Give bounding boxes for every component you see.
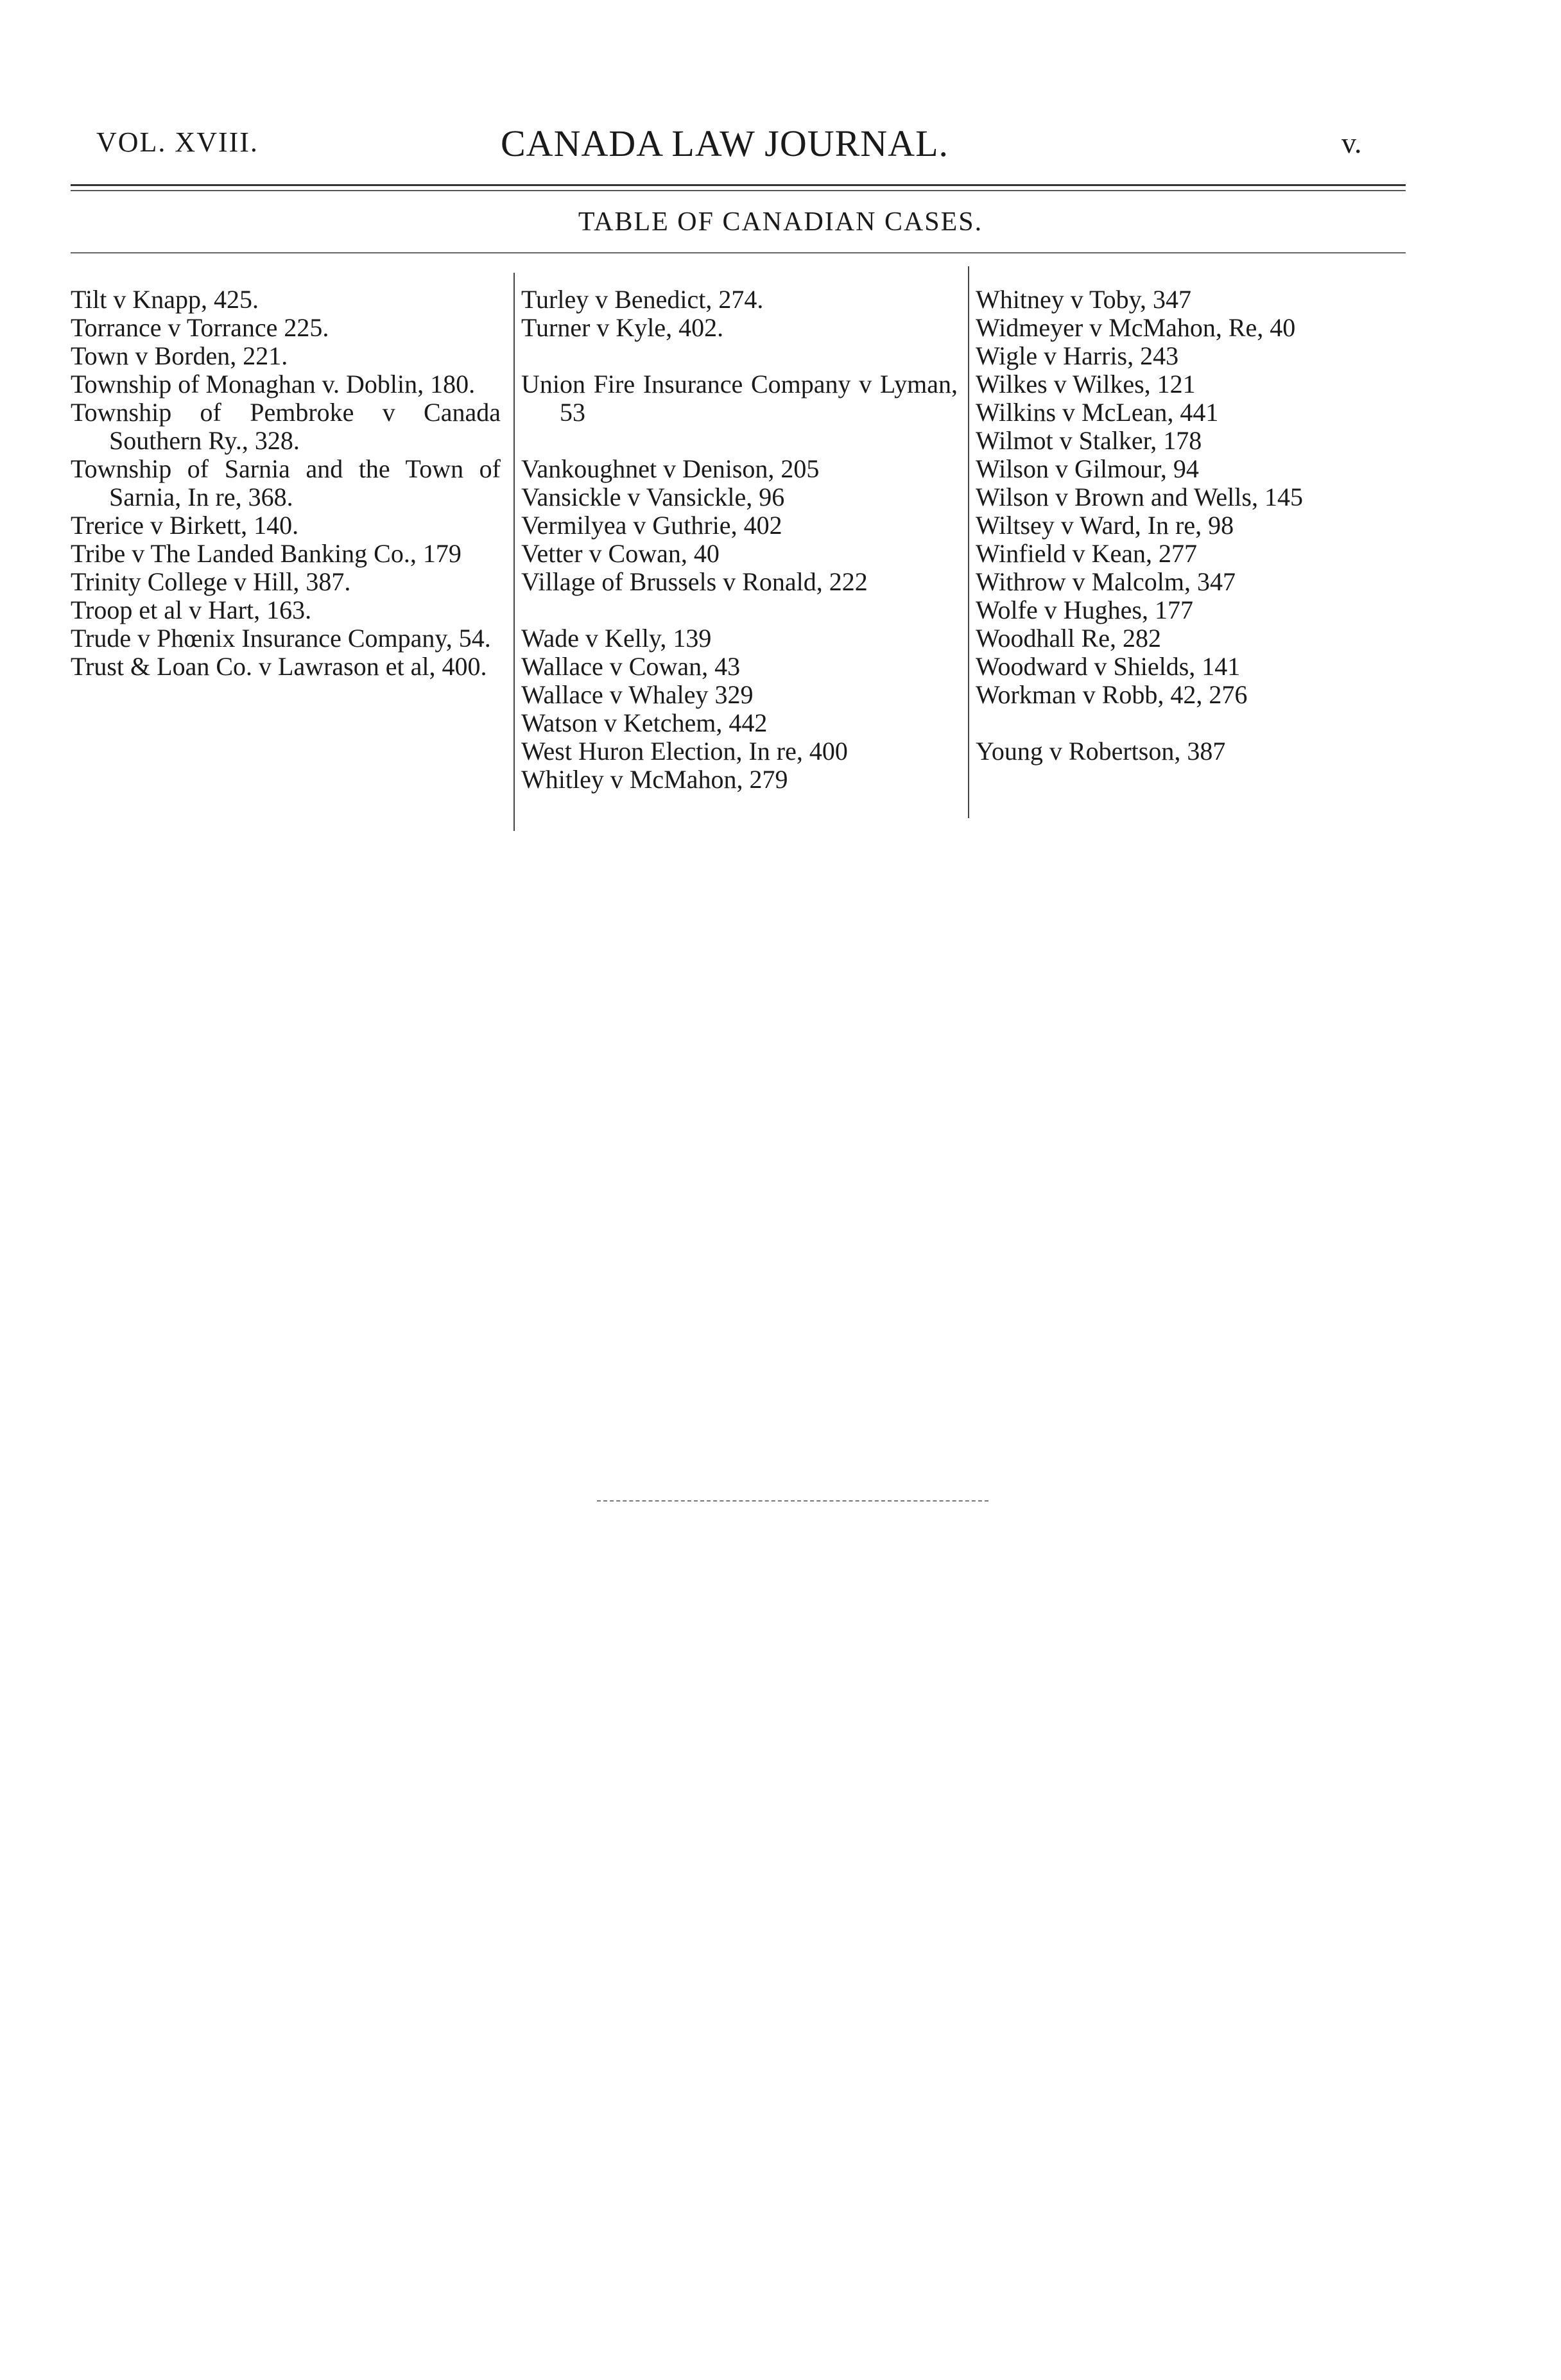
case-entry: West Huron Election, In re, 400 xyxy=(521,737,848,766)
case-entry: Wilson v Brown and Wells, 145 xyxy=(976,483,1303,511)
case-entry: Wolfe v Hughes, 177 xyxy=(976,595,1193,624)
case-entry: Workman v Robb, 42, 276 xyxy=(976,680,1248,709)
case-entry: Young v Robertson, 387 xyxy=(976,737,1226,766)
header-rule-top xyxy=(71,184,1406,186)
case-entry: Widmeyer v McMahon, Re, 40 xyxy=(976,313,1296,342)
page-number: v. xyxy=(1341,126,1362,159)
case-entry: Wallace v Whaley 329 xyxy=(521,680,754,709)
case-entry: Vetter v Cowan, 40 xyxy=(521,539,720,568)
case-entry: Wilkins v McLean, 441 xyxy=(976,398,1219,427)
case-entry: Vermilyea v Guthrie, 402 xyxy=(521,511,782,540)
case-entry: Wade v Kelly, 139 xyxy=(521,624,712,653)
case-entry: Tribe v The Landed Banking Co., 179 xyxy=(71,539,461,568)
case-entry: Wiltsey v Ward, In re, 98 xyxy=(976,511,1234,540)
case-entry: Trerice v Birkett, 140. xyxy=(71,511,299,540)
case-entry: Village of Brussels v Ronald, 222 xyxy=(521,567,868,596)
table-title: TABLE OF CANADIAN CASES. xyxy=(578,207,983,237)
case-entry: Troop et al v Hart, 163. xyxy=(71,595,312,624)
case-entry: Vankoughnet v Denison, 205 xyxy=(521,454,820,483)
case-entry: Watson v Ketchem, 442 xyxy=(521,708,768,737)
case-entry: Withrow v Malcolm, 347 xyxy=(976,567,1236,596)
title-rule xyxy=(71,252,1406,253)
case-entry: Town v Borden, 221. xyxy=(71,341,288,370)
cases-column-2 xyxy=(521,286,958,794)
column-divider-1 xyxy=(513,273,515,831)
end-rule xyxy=(597,1500,988,1502)
case-entry: Turley v Benedict, 274. xyxy=(521,285,764,314)
case-entry: Wilmot v Stalker, 178 xyxy=(976,426,1202,455)
case-entry: Township of Sarnia and the Town of Sarnia, In re, 368. xyxy=(71,454,501,511)
column-divider-2 xyxy=(968,266,969,818)
case-entry: Union Fire Insurance Company v Lyman, 53 xyxy=(521,370,958,427)
header-rule-bottom xyxy=(71,190,1406,191)
case-entry: Turner v Kyle, 402. xyxy=(521,313,724,342)
case-entry: Tilt v Knapp, 425. xyxy=(71,285,259,314)
case-entry: Wigle v Harris, 243 xyxy=(976,341,1179,370)
case-entry: Township of Pembroke v Canada Southern Ry., 328. xyxy=(71,398,501,455)
case-entry: Trinity College v Hill, 387. xyxy=(71,567,351,596)
cases-column-1 xyxy=(71,286,501,681)
case-entry: Trust & Loan Co. v Lawrason et al, 400. xyxy=(71,652,487,681)
case-entry: Torrance v Torrance 225. xyxy=(71,313,329,342)
case-entry: Whitney v Toby, 347 xyxy=(976,285,1192,314)
case-entry: Trude v Phœnix Insurance Company, 54. xyxy=(71,624,491,653)
volume-label: VOL. XVIII. xyxy=(96,126,259,158)
case-entry: Winfield v Kean, 277 xyxy=(976,539,1197,568)
case-entry: Woodhall Re, 282 xyxy=(976,624,1161,653)
page-header xyxy=(0,123,1561,171)
case-entry: Vansickle v Vansickle, 96 xyxy=(521,483,785,511)
case-entry: Township of Monaghan v. Doblin, 180. xyxy=(71,370,476,398)
case-entry: Wallace v Cowan, 43 xyxy=(521,652,741,681)
case-entry: Wilson v Gilmour, 94 xyxy=(976,454,1199,483)
journal-title: CANADA LAW JOURNAL. xyxy=(501,123,949,164)
case-entry: Whitley v McMahon, 279 xyxy=(521,765,788,794)
case-entry: Wilkes v Wilkes, 121 xyxy=(976,370,1196,398)
cases-column-3 xyxy=(976,286,1425,766)
case-entry: Woodward v Shields, 141 xyxy=(976,652,1241,681)
